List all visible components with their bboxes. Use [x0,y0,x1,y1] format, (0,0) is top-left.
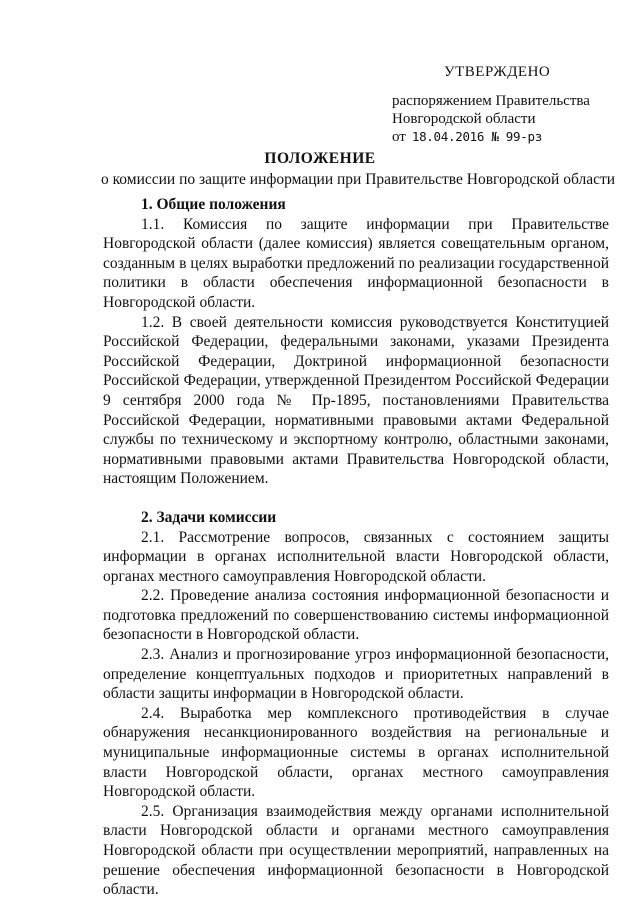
document-body [103,195,609,900]
approval-block [392,63,622,146]
approval-title: УТВЕРЖДЕНО [444,64,551,80]
document-subtitle: о комиссии по защите информации при Правительстве Новгородской области [100,171,616,188]
paragraph-2-3: 2.3. Анализ и прогнозирование угроз информационной безопасности, определение концептуальных подходов и приоритетных направлений в области защиты информации в Новгородской области. [103,646,609,703]
section-heading-general: 1. Общие положения [141,196,286,213]
document-title: ПОЛОЖЕНИЕ [264,150,376,167]
approval-date-value: 18.04.2016 № 99-рз [411,129,542,144]
approval-region-line: Новгородской области [392,111,536,127]
approval-date-line [392,128,622,146]
paragraph-2-1: 2.1. Рассмотрение вопросов, связанных с состоянием защиты информации в органах исполнительной власти Новгородской области, органах местного самоуправления Новгородской области. [103,528,609,585]
section-spacer [103,489,609,508]
section-heading-tasks: 2. Задачи комиссии [141,508,277,526]
approval-date-prefix: от [392,129,406,145]
paragraph-2-5: 2.5. Организация взаимодействия между органами исполнительной власти Новгородской области и органами местного самоуправления Новгородской области при осуществлении мероприятий, направленных на решение обеспечения информационной безопасности в Новгородской области. [103,802,609,899]
paragraph-2-2: 2.2. Проведение анализа состояния информационной безопасности и подготовка предложений по совершенствованию системы информационной безопасности в Новгородской области. [103,587,609,644]
paragraph-1-2: 1.2. В своей деятельности комиссия руководствуется Конституцией Российской Федерации, федеральными законами, указами Президента Российской Федерации, Доктриной информационной безопасности Российской Федерации, утвержденной Президентом Российской Федерации 9 сентября 2000 года № Пр-1895, постановлениями Правительства Российской Федерации, нормативными правовыми актами Федеральной службы по техническому и экспортному контролю, областными законами, нормативными правовыми актами Правительства Новгородской области, настоящим Положением. [103,313,609,488]
approval-issuer-line: распоряжением Правительства [392,93,590,109]
paragraph-2-4: 2.4. Выработка мер комплексного противодействия в случае обнаружения несанкционированного воздействия на региональные и муниципальные информационные системы в органах исполнительной власти Новгородской области, органах местного самоуправления Новгородской области. [103,704,609,801]
paragraph-1-1: 1.1. Комиссия по защите информации при Правительстве Новгородской области (далее комиссия) является совещательным органом, созданным в целях выработки предложений по реализации государственной политики в области обеспечения информационной безопасности в Новгородской области. [103,215,609,311]
